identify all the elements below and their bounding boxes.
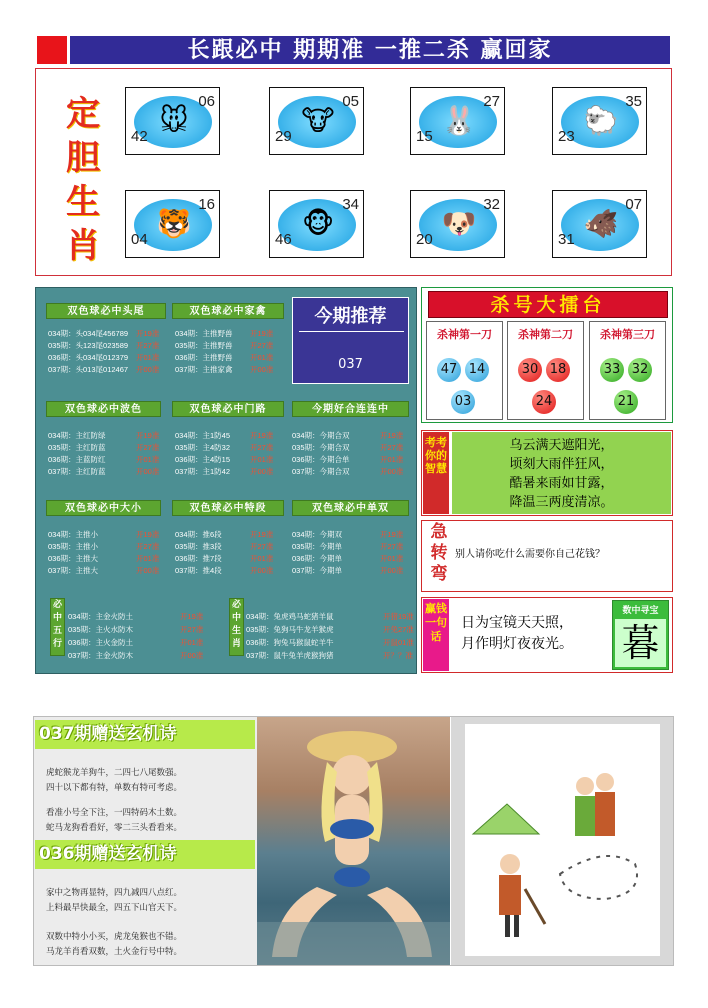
section-line	[292, 430, 404, 441]
line-label: 035期：兔狗马牛龙羊猴虎	[246, 625, 334, 634]
zodiac-number: 34	[342, 196, 359, 213]
zodiac-number: 04	[131, 231, 148, 248]
zodiac-number: 29	[275, 128, 292, 145]
section-line	[48, 340, 160, 351]
section-header-segment: 双色球必中特段	[172, 500, 284, 516]
zodiac-card	[125, 190, 220, 258]
line-result: 开19准	[136, 530, 160, 539]
wisdom-poem	[452, 432, 671, 514]
beach-photo	[257, 717, 450, 965]
section-line	[175, 328, 274, 339]
poem-036-line: 上料最早快最全，四五下山官天下。	[46, 903, 183, 913]
section-header-element: 必中五行	[50, 598, 65, 656]
line-result: 开00准	[250, 566, 274, 575]
pig-icon: 🐗	[583, 207, 619, 240]
kill-box	[426, 321, 503, 420]
line-result: 开19准	[250, 530, 274, 539]
lottery-ball: 03	[451, 390, 475, 414]
line-label: 036期：头034尾012379	[48, 353, 129, 362]
zodiac-title: 定胆生肖	[66, 94, 100, 266]
section-line	[68, 624, 204, 635]
line-label: 036期：今期单	[292, 554, 343, 563]
cartoon-scene-illustration	[465, 724, 660, 956]
line-result: 开00准	[136, 365, 160, 374]
line-label: 036期：主蓝防红	[48, 455, 106, 464]
line-label: 034期：主推野兽	[175, 329, 233, 338]
line-result: 开01准	[180, 638, 204, 647]
line-label: 037期：主红防蓝	[48, 467, 106, 476]
cartoon-illustration	[465, 724, 660, 956]
line-result: 开00准	[136, 566, 160, 575]
line-result: 开19准	[180, 612, 204, 621]
line-label: 037期：推4段	[175, 566, 222, 575]
lottery-ball: 30	[518, 358, 542, 382]
zodiac-number: 05	[342, 93, 359, 110]
lottery-ball: 21	[614, 390, 638, 414]
section-line	[175, 529, 274, 540]
poem-037-line: 蛇马龙狗看看好，零二三头看看来。	[46, 823, 183, 833]
section-header-beast: 双色球必中家禽	[172, 303, 284, 319]
line-result: 开01准	[380, 554, 404, 563]
line-label: 036期：主推大	[48, 554, 99, 563]
treasure-box	[612, 600, 669, 670]
section-line	[175, 340, 274, 351]
line-label: 037期：头013尾012467	[48, 365, 129, 374]
zodiac-card	[552, 87, 647, 155]
section-line	[292, 565, 404, 576]
line-label: 035期：头123尾023589	[48, 341, 129, 350]
line-result: 开兔27准	[383, 625, 414, 634]
section-line	[175, 454, 274, 465]
recommend-divider	[299, 331, 404, 332]
line-label: 036期：推7段	[175, 554, 222, 563]
zodiac-number: 20	[416, 231, 433, 248]
lottery-ball: 24	[532, 390, 556, 414]
wisdom-label: 考考你的智慧	[423, 432, 449, 514]
line-result: 开27准	[380, 443, 404, 452]
line-result: 开19准	[380, 431, 404, 440]
photo-figure-illustration	[257, 717, 450, 965]
dog-icon: 🐶	[441, 207, 477, 240]
goat-icon: 🐑	[583, 104, 619, 137]
line-label: 034期：今期合双	[292, 431, 350, 440]
line-result: 开01准	[136, 353, 160, 362]
section-line	[175, 565, 274, 576]
zodiac-card	[269, 190, 364, 258]
section-line	[68, 650, 204, 661]
zodiac-number: 23	[558, 128, 575, 145]
earn-line: 月作明灯夜夜光。	[461, 636, 573, 652]
brainteaser-question: 别人请你吃什么需要你自己花钱？	[455, 549, 605, 560]
section-line	[175, 466, 274, 477]
zodiac-number: 31	[558, 231, 575, 248]
zodiac-number: 46	[275, 231, 292, 248]
line-label: 034期：兔虎鸡马蛇猪羊鼠	[246, 612, 334, 621]
section-header-head: 双色球必中头尾	[46, 303, 166, 319]
line-result: 开00准	[380, 467, 404, 476]
line-label: 034期：主推小	[48, 530, 99, 539]
line-result: 开鼠01准	[383, 638, 414, 647]
section-line	[175, 541, 274, 552]
poem-036-line: 家中之物再显特，四九减四八点红。	[46, 888, 183, 898]
line-result: 开19准	[136, 431, 160, 440]
line-result: 开01准	[380, 455, 404, 464]
line-result: 开19准	[380, 530, 404, 539]
section-line	[48, 541, 160, 552]
lottery-ball: 47	[437, 358, 461, 382]
section-line	[68, 637, 204, 648]
section-line	[246, 650, 413, 661]
page-banner: 长跟必中 期期准 一推二杀 赢回家	[70, 36, 670, 64]
line-label: 037期：主1防42	[175, 467, 231, 476]
kill-box	[507, 321, 584, 420]
earn-line: 日为宝镜天天照，	[461, 615, 573, 631]
rat-icon: 🐭	[159, 104, 189, 137]
zodiac-card	[552, 190, 647, 258]
lottery-ball: 14	[465, 358, 489, 382]
recommend-box	[292, 297, 409, 384]
recommend-period: 037	[338, 357, 363, 372]
section-line	[48, 529, 160, 540]
zodiac-number: 42	[131, 128, 148, 145]
section-line	[48, 328, 160, 339]
brainteaser-label: 急转弯	[430, 522, 448, 584]
zodiac-card	[125, 87, 220, 155]
poem-036-line: 双数中特小小买，虎龙兔猴也不错。	[46, 932, 183, 942]
section-line	[48, 364, 160, 375]
treasure-char: 暮	[615, 619, 666, 667]
line-label: 035期：主红防蓝	[48, 443, 106, 452]
line-result: 开00准	[380, 566, 404, 575]
section-line	[175, 430, 274, 441]
zodiac-number: 32	[483, 196, 500, 213]
section-line	[246, 611, 414, 622]
section-line	[292, 541, 404, 552]
wisdom-line: 降温三两度清凉。	[509, 495, 614, 510]
section-line	[175, 364, 274, 375]
lottery-ball: 18	[546, 358, 570, 382]
line-result: 开00准	[250, 467, 274, 476]
line-result: 开00准	[250, 365, 274, 374]
line-label: 035期：主火水防木	[68, 625, 134, 634]
poem-036-title: 036期赠送玄机诗	[35, 840, 255, 869]
line-label: 034期：推6段	[175, 530, 222, 539]
zodiac-number: 35	[625, 93, 642, 110]
line-label: 037期：主推大	[48, 566, 99, 575]
line-label: 034期：主1防45	[175, 431, 231, 440]
section-line	[48, 466, 160, 477]
section-line	[292, 529, 404, 540]
wisdom-line: 酷暑来雨如甘露，	[509, 476, 614, 491]
line-label: 035期：今期单	[292, 542, 343, 551]
line-result: 开27准	[250, 443, 274, 452]
section-line	[48, 565, 160, 576]
line-label: 035期：主4防32	[175, 443, 231, 452]
kill-box-title: 杀神第三刀	[600, 328, 655, 341]
lottery-ball: 32	[628, 358, 652, 382]
section-header-oddeven: 双色球必中单双	[292, 500, 409, 516]
wisdom-line: 顷刻大雨伴狂风，	[509, 457, 614, 472]
zodiac-number: 15	[416, 128, 433, 145]
rabbit-icon: 🐰	[441, 104, 477, 137]
zodiac-card	[410, 190, 505, 258]
line-label: 034期：头034尾456789	[48, 329, 129, 338]
monkey-icon: 🐵	[301, 207, 335, 240]
poem-037-line: 四十以下都有特，单数有特可考虑。	[46, 783, 183, 793]
line-label: 035期：主推小	[48, 542, 99, 551]
line-result: 开猪19准	[383, 612, 414, 621]
section-line	[175, 553, 274, 564]
poem-036-line: 马龙羊肖看双数，土火金行号中特。	[46, 947, 183, 957]
ox-icon: 🐮	[301, 104, 335, 137]
section-line	[48, 454, 160, 465]
line-label: 035期：今期合双	[292, 443, 350, 452]
section-line	[68, 611, 204, 622]
recommend-title: 今期推荐	[314, 306, 387, 327]
line-result: 开27准	[250, 341, 274, 350]
section-header-door: 双色球必中门路	[172, 401, 284, 417]
line-result: 开27准	[136, 542, 160, 551]
line-result: 开01准	[250, 455, 274, 464]
line-result: 开19准	[250, 431, 274, 440]
kill-box-title: 杀神第二刀	[518, 328, 573, 341]
line-label: 034期：今期双	[292, 530, 343, 539]
line-result: 开27准	[250, 542, 274, 551]
line-label: 036期：狗兔马猴鼠蛇羊牛	[246, 638, 334, 647]
tiger-icon: 🐯	[156, 207, 192, 240]
line-label: 037期：今期合双	[292, 467, 350, 476]
line-result: 开01准	[250, 353, 274, 362]
section-line	[48, 430, 160, 441]
lottery-ball: 33	[600, 358, 624, 382]
line-result: 开27准	[136, 341, 160, 350]
section-line	[48, 553, 160, 564]
section-line	[246, 624, 414, 635]
section-line	[48, 352, 160, 363]
section-header-zodiac6: 必中生肖	[229, 598, 244, 656]
poem-037-line: 虎蛇猴龙羊狗牛，二四七八尾数强。	[46, 768, 183, 778]
banner-red-block	[37, 36, 67, 64]
section-line	[292, 466, 404, 477]
section-line	[175, 352, 274, 363]
line-label: 036期：主火金防土	[68, 638, 134, 647]
section-line	[175, 442, 274, 453]
poem-037-title: 037期赠送玄机诗	[35, 720, 255, 749]
line-result: 开27准	[136, 443, 160, 452]
line-label: 037期：主金火防木	[68, 651, 134, 660]
earn-label: 赢钱一句话	[423, 599, 449, 671]
section-header-size: 双色球必中大小	[46, 500, 161, 516]
earn-text	[461, 613, 573, 655]
line-label: 037期：主推家禽	[175, 365, 233, 374]
line-label: 035期：主推野兽	[175, 341, 233, 350]
section-header-wave: 双色球必中波色	[46, 401, 161, 417]
line-result: 开01准	[250, 554, 274, 563]
zodiac-number: 27	[483, 93, 500, 110]
line-label: 035期：推3段	[175, 542, 222, 551]
line-result: 开00准	[136, 467, 160, 476]
line-label: 036期：主4防15	[175, 455, 231, 464]
zodiac-card	[269, 87, 364, 155]
section-line	[246, 637, 414, 648]
zodiac-card	[410, 87, 505, 155]
kill-box	[589, 321, 666, 420]
section-line	[48, 442, 160, 453]
poem-037-line: 看准小号全下注，一四特码木土数。	[46, 808, 183, 818]
zodiac-number: 16	[198, 196, 215, 213]
line-label: 036期：主推野兽	[175, 353, 233, 362]
line-label: 037期：鼠牛兔羊虎猴狗猪	[246, 651, 334, 660]
line-label: 034期：主红防绿	[48, 431, 106, 440]
line-result: 开00准	[180, 651, 204, 660]
line-label: 036期：今期合单	[292, 455, 350, 464]
section-header-combo: 今期好合连连中	[292, 401, 409, 417]
line-label: 034期：主金火防土	[68, 612, 134, 621]
wisdom-line: 乌云满天遮阳光，	[509, 438, 614, 453]
zodiac-number: 06	[198, 93, 215, 110]
line-result: 开19准	[136, 329, 160, 338]
line-result: 开？？准	[383, 651, 413, 660]
kill-box-title: 杀神第一刀	[437, 328, 492, 341]
treasure-title: 数中寻宝	[622, 606, 659, 616]
section-line	[292, 553, 404, 564]
section-line	[292, 454, 404, 465]
line-result: 开27准	[180, 625, 204, 634]
line-result: 开27准	[380, 542, 404, 551]
line-label: 037期：今期单	[292, 566, 343, 575]
line-result: 开19准	[250, 329, 274, 338]
line-result: 开01准	[136, 455, 160, 464]
section-line	[292, 442, 404, 453]
kill-title: 杀号大擂台	[428, 291, 668, 318]
zodiac-number: 07	[625, 196, 642, 213]
line-result: 开01准	[136, 554, 160, 563]
